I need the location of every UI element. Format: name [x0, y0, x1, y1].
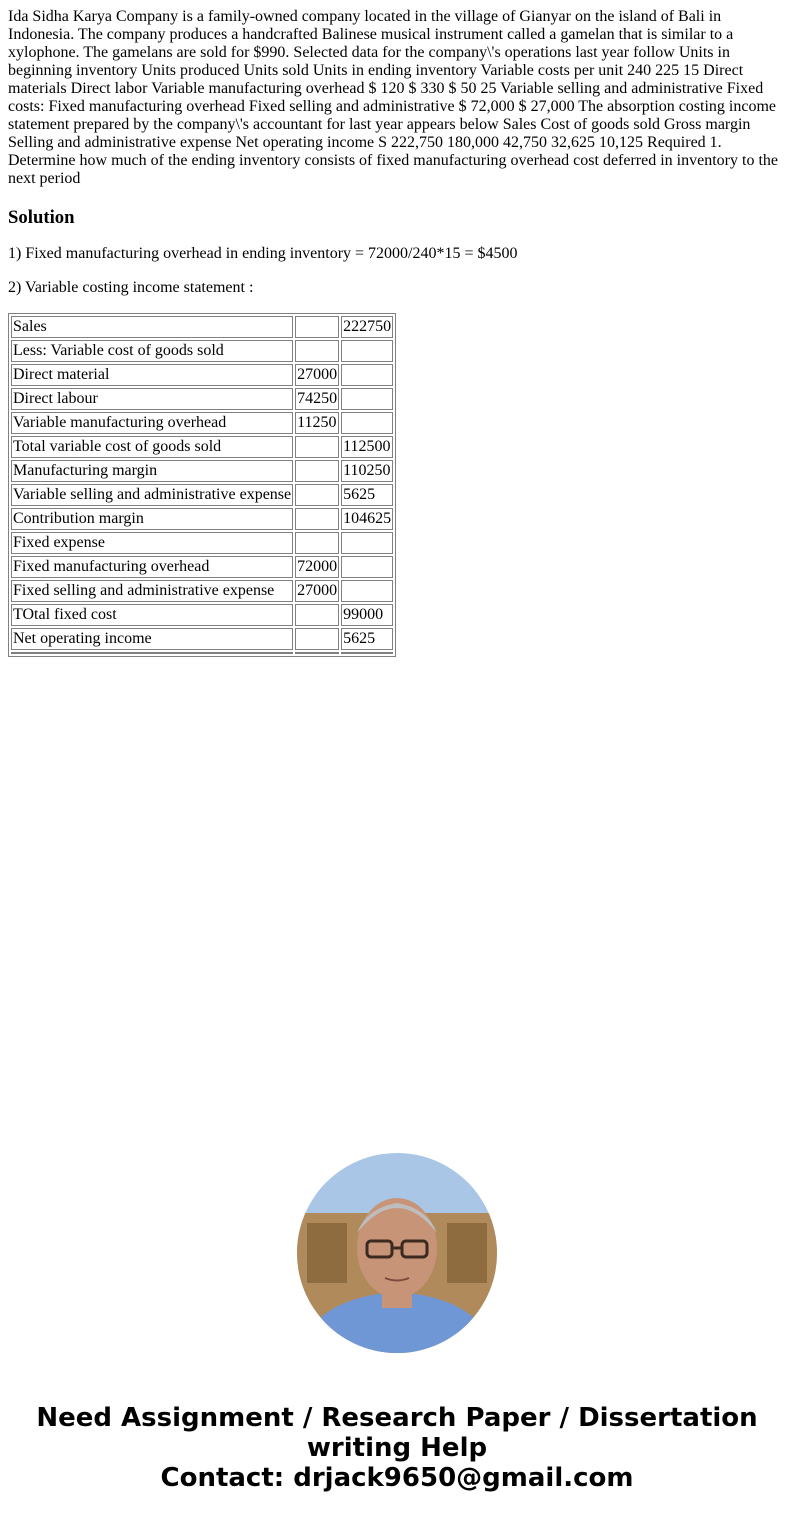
row-detail-amount [295, 604, 339, 626]
row-detail-amount [295, 628, 339, 650]
row-detail-amount: 74250 [295, 388, 339, 410]
row-detail-amount [295, 436, 339, 458]
row-total-amount: 5625 [341, 628, 393, 650]
table-row [11, 316, 393, 338]
table-row [11, 508, 393, 530]
question-text: Ida Sidha Karya Company is a family-owned company located in the village of Gianyar on the island of Bali in Indonesia. The company produces a handcrafted Balinese musical instrument called a gamelan that is similar to a xylophone. The gamelans are sold for $990. Selected data for the company\'s operations last year follow Units in beginning inventory Units produced Units sold Units in ending inventory Variable costs per unit 240 225 15 Direct materials Direct labor Variable manufacturing overhead $ 120 $ 330 $ 50 25 Variable selling and administrative Fixed costs: Fixed manufacturing overhead Fixed selling and administrative $ 72,000 $ 27,000 The absorption costing income statement prepared by the company\'s accountant for last year appears below Sales Cost of goods sold Gross margin Selling and administrative expense Net operating income S 222,750 180,000 42,750 32,625 10,125 Required 1. Determine how much of the ending inventory consists of fixed manufacturing overhead cost deferred in inventory to the next period [8, 8, 778, 187]
row-detail-amount [295, 484, 339, 506]
income-statement-body [11, 316, 393, 654]
author-avatar [297, 1153, 497, 1353]
empty-cell [341, 652, 393, 654]
row-total-amount [341, 412, 393, 434]
footer-line-3: Contact: drjack9650@gmail.com [160, 1463, 634, 1493]
row-detail-amount: 27000 [295, 580, 339, 602]
table-row-empty [11, 652, 393, 654]
author-photo-icon [297, 1153, 497, 1353]
row-label: Variable manufacturing overhead [11, 412, 293, 434]
row-label: Total variable cost of goods sold [11, 436, 293, 458]
table-row [11, 460, 393, 482]
row-label: Manufacturing margin [11, 460, 293, 482]
table-row [11, 580, 393, 602]
row-total-amount [341, 556, 393, 578]
row-detail-amount: 11250 [295, 412, 339, 434]
row-label: Less: Variable cost of goods sold [11, 340, 293, 362]
row-detail-amount [295, 460, 339, 482]
row-total-amount [341, 388, 393, 410]
row-label: Direct labour [11, 388, 293, 410]
row-label: Fixed manufacturing overhead [11, 556, 293, 578]
row-label: Contribution margin [11, 508, 293, 530]
row-label: Net operating income [11, 628, 293, 650]
table-row [11, 388, 393, 410]
row-label: Fixed expense [11, 532, 293, 554]
row-detail-amount: 72000 [295, 556, 339, 578]
row-total-amount [341, 532, 393, 554]
table-row [11, 412, 393, 434]
solution-heading: Solution [8, 207, 75, 228]
table-row [11, 340, 393, 362]
row-label: Variable selling and administrative expense [11, 484, 293, 506]
row-detail-amount [295, 532, 339, 554]
row-detail-amount [295, 508, 339, 530]
table-row [11, 532, 393, 554]
empty-cell [11, 652, 293, 654]
row-total-amount [341, 364, 393, 386]
row-detail-amount [295, 316, 339, 338]
table-row [11, 628, 393, 650]
footer-line-1: Need Assignment / Research Paper / Dissertation [36, 1403, 758, 1433]
row-label: TOtal fixed cost [11, 604, 293, 626]
table-row [11, 556, 393, 578]
row-total-amount: 99000 [341, 604, 393, 626]
footer-contact-banner [0, 1403, 794, 1493]
empty-cell [295, 652, 339, 654]
solution-line-1: 1) Fixed manufacturing overhead in ending inventory = 72000/240*15 = $4500 [8, 245, 518, 262]
row-total-amount: 5625 [341, 484, 393, 506]
row-detail-amount: 27000 [295, 364, 339, 386]
footer-line-2: writing Help [306, 1433, 488, 1463]
table-row [11, 436, 393, 458]
row-total-amount: 112500 [341, 436, 393, 458]
row-label: Fixed selling and administrative expense [11, 580, 293, 602]
row-total-amount: 104625 [341, 508, 393, 530]
row-label: Sales [11, 316, 293, 338]
solution-line-2: 2) Variable costing income statement : [8, 279, 254, 296]
table-row [11, 364, 393, 386]
income-statement-table [8, 313, 396, 657]
row-total-amount [341, 340, 393, 362]
row-detail-amount [295, 340, 339, 362]
row-label: Direct material [11, 364, 293, 386]
table-row [11, 484, 393, 506]
page-content [8, 8, 786, 657]
row-total-amount [341, 580, 393, 602]
row-total-amount: 110250 [341, 460, 393, 482]
table-row [11, 604, 393, 626]
row-total-amount: 222750 [341, 316, 393, 338]
